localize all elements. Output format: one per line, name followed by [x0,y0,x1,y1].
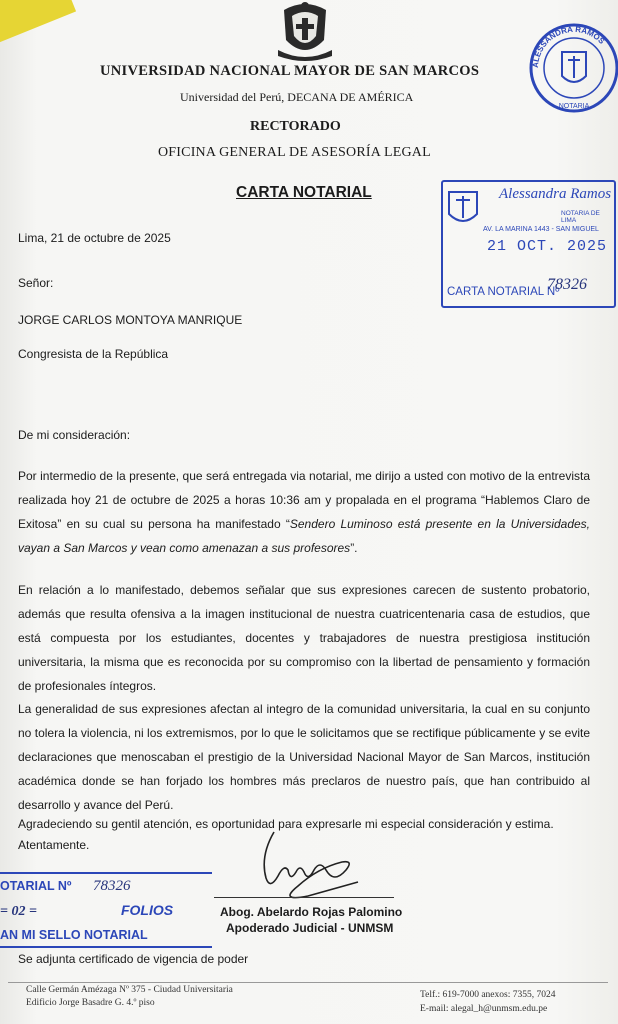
greeting: De mi consideración: [18,428,131,442]
notary-stamp [441,180,616,308]
stamp-address: AV. LA MARINA 1443 - SAN MIGUEL [483,226,599,233]
paragraph-1-text: Por intermedio de la presente, que será entregada via notarial, me dirijo a usted con motivo de la entrevista realizada hoy 21 de octubre de 2025 a horas 10:36 am y propalada en el programa “Hablemos Claro de Exitosa” en su cual su persona ha manifestado “ [18,469,590,531]
stamp-carta-number: 78326 [547,276,587,293]
signature-line [214,897,394,898]
place-date: Lima, 21 de octubre de 2025 [18,231,171,245]
notary-folio-stamp [0,866,212,950]
university-crest-icon [274,0,336,62]
attachment-note: Se adjunta certificado de vigencia de poder [18,952,249,966]
footer-divider [8,982,608,983]
footer-phone: Telf.: 619-7000 anexos: 7355, 7024 [420,990,556,1000]
recipient-name: JORGE CARLOS MONTOYA MANRIQUE [18,313,243,327]
folio-count: = 02 = [0,904,37,919]
stamp-notary-name: Alessandra Ramos [499,186,612,202]
notary-seal-icon [528,18,618,118]
stamp-date: 21 OCT. 2025 [487,238,608,255]
folio-stamp-number: 78326 [92,878,131,894]
salutation: Señor: [18,276,54,290]
university-name: UNIVERSIDAD NACIONAL MAYOR DE SAN MARCOS [100,63,480,79]
paragraph-4: Agradeciendo su gentil atención, es oportunidad para expresarle mi especial consideración y estima. [18,817,554,831]
folio-stamp-label: OTARIAL Nº [0,879,72,893]
paragraph-2: En relación a lo manifestado, debemos señalar que sus expresiones carecen de sustento probatorio, además que resulta ofensiva a la imagen institucional de nuestra cuatricentenaria casa de estudios, que está compuesta por los estudiantes, docentes y trabajadores de nuestra prestigiosa institución universitaria, la misma que es reconocida por su compromiso con la libertad de pensamiento y formación de profesionales íntegros. [18,583,590,693]
folio-label: FOLIOS [120,902,174,918]
yellow-sticky-corner [0,0,76,45]
footer-email: E-mail: alegal_h@unmsm.edu.pe [420,1004,548,1014]
closing: Atentamente. [18,838,90,852]
document-title: CARTA NOTARIAL [236,184,372,201]
stamp-carta-label: CARTA NOTARIAL Nº [447,286,560,298]
signer-title: Apoderado Judicial - UNMSM [226,921,394,935]
paragraph-1-end: ”. [350,541,358,555]
notary-shield-icon [447,190,479,228]
recipient-title: Congresista de la República [18,347,169,361]
seal-subtext: NOTARIA [558,103,590,110]
office-name: OFICINA GENERAL DE ASESORÍA LEGAL [158,145,431,160]
paragraph-3: La generalidad de sus expresiones afectan al integro de la comunidad universitaria, la cual en su conjunto no tolera la violencia, ni los extremismos, por lo que le solicitamos que se rectifique públicamente y se evite declaraciones que menoscaban el prestigio de la Universidad Nacional Mayor de San Marcos, institución académica donde se han forjado los hombres más preclaros de nuestro país, que han contribuido al desarrollo y avance del Perú. [18,702,590,812]
footer-address-2: Edificio Jorge Basadre G. 4.º piso [26,998,155,1008]
paragraph-1-quote: Sendero Luminoso está presente en la Universidades, vayan a San Marcos y vean como amenazan a sus profesores [18,517,591,555]
signer-name: Abog. Abelardo Rojas Palomino [220,905,403,919]
seal-text: ALESSANDRA RAMOS [530,24,607,69]
unit-name: RECTORADO [250,119,341,134]
folio-stamp-caption: AN MI SELLO NOTARIAL [0,928,148,942]
paragraph-1 [18,464,590,560]
signature-icon [238,826,378,906]
stamp-notary-label: NOTARIA DE LIMA [561,210,600,224]
footer-address-1: Calle Germán Amézaga Nº 375 - Ciudad Universitaria [26,985,233,995]
university-subtitle: Universidad del Perú, DECANA DE AMÉRICA [180,90,414,104]
